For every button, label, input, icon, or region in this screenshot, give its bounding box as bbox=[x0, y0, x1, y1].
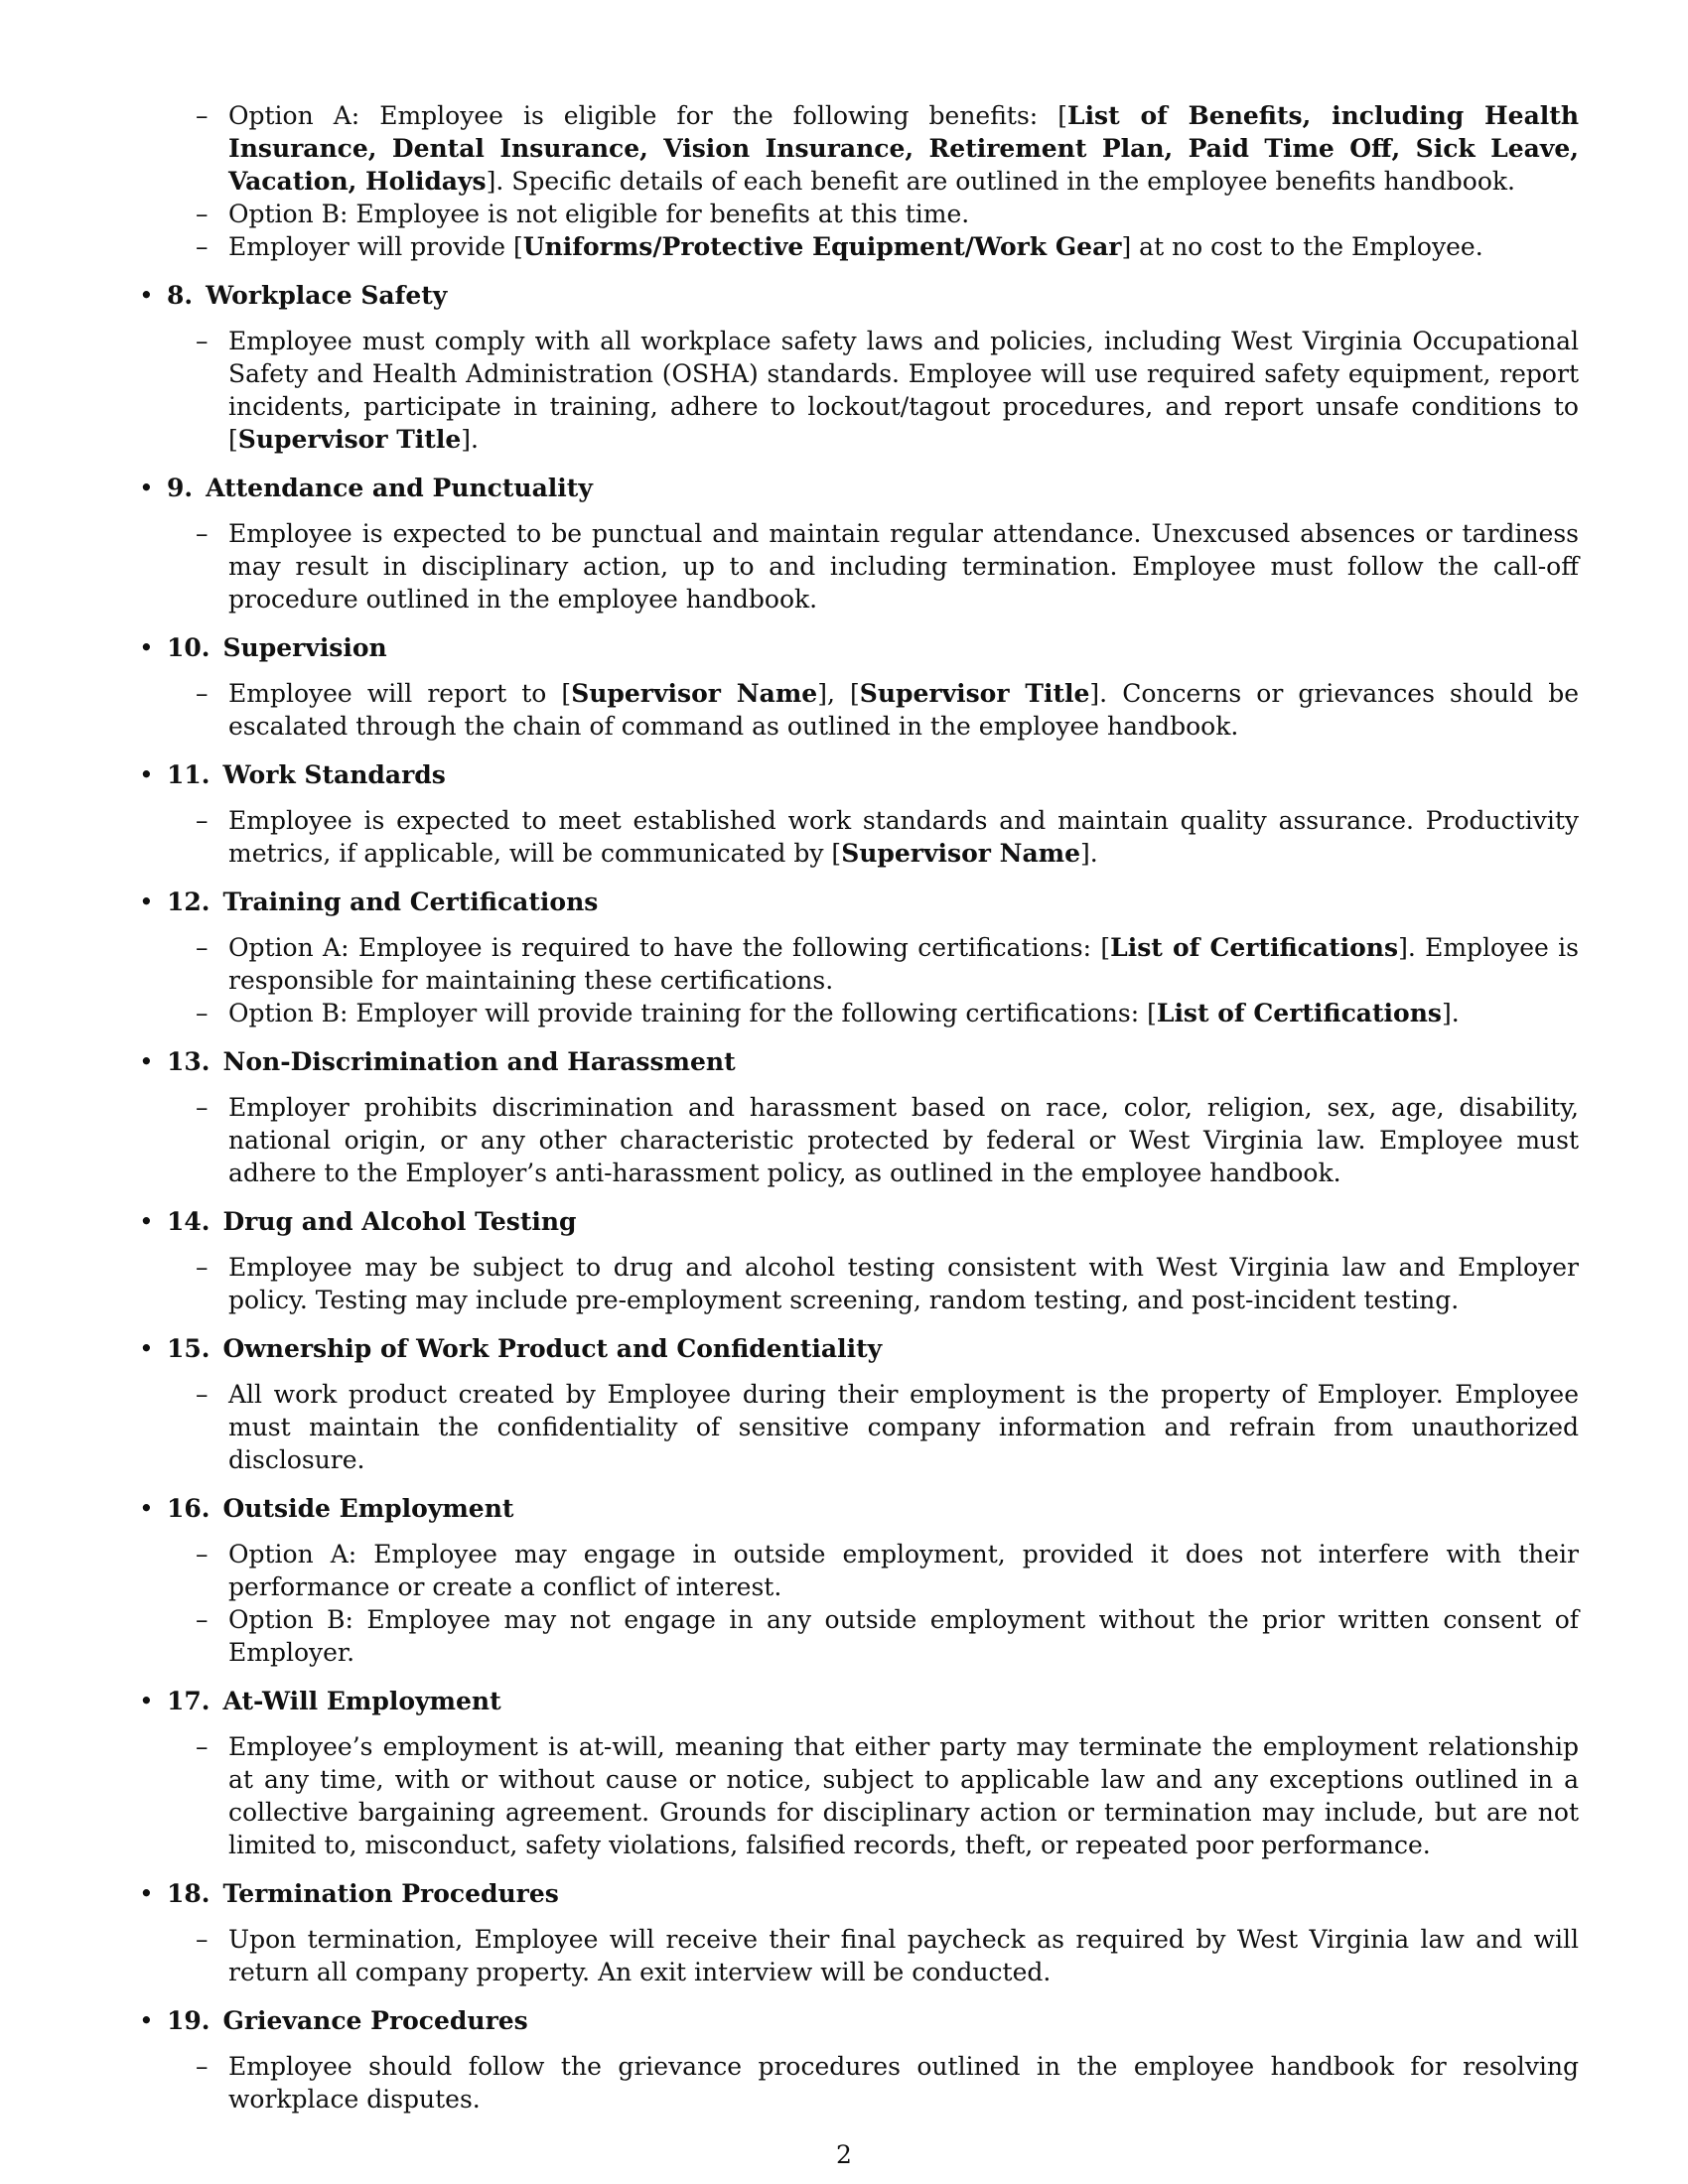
dash-marker: – bbox=[196, 1093, 209, 1122]
dash-marker: – bbox=[196, 2052, 209, 2081]
text-run: Option A: Employee may engage in outside employment, provided it does not interfere with their performance or create a conflict of interest. bbox=[228, 1540, 1579, 1601]
text-run: ], [ bbox=[817, 679, 860, 708]
section-title: Supervision bbox=[222, 633, 387, 662]
section-title: At-Will Employment bbox=[222, 1687, 501, 1715]
list-item bbox=[196, 804, 1579, 870]
section-heading bbox=[167, 1685, 1579, 1717]
section-title: Non-Discrimination and Harassment bbox=[222, 1047, 736, 1076]
sections-container bbox=[137, 279, 1579, 2116]
placeholder-field: Supervisor Title bbox=[859, 679, 1090, 708]
placeholder-field: List of Benefits, including Health Insurance, Dental Insurance, Vision Insurance, Retirement Plan, Paid Time Off, Sick Leave, Vacation, Holidays bbox=[228, 101, 1580, 196]
section-number: 19. bbox=[167, 2006, 211, 2035]
placeholder-field: List of Certifications bbox=[1156, 999, 1442, 1027]
text-run: Employee is expected to meet established work standards and maintain quality assurance. Productivity metrics, if applicable, will be communicated by [ bbox=[228, 806, 1579, 868]
section-heading bbox=[167, 1045, 1579, 1078]
text-run: Employee must comply with all workplace safety laws and policies, including West Virginia Occupational Safety and Health Administration (OSHA) standards. Employee will use required safety equipment, report incidents, participate in training, adhere to lockout/tagout procedures, and report unsafe conditions to [ bbox=[228, 327, 1579, 454]
text-run: ]. bbox=[1441, 999, 1460, 1027]
list-item bbox=[196, 2050, 1579, 2116]
dash-marker: – bbox=[196, 1253, 209, 1282]
placeholder-field: Uniforms/Protective Equipment/Work Gear bbox=[522, 232, 1122, 261]
text-run: Option B: Employer will provide training for the following certifications: [ bbox=[228, 999, 1157, 1027]
section-heading bbox=[167, 1332, 1579, 1365]
bullet-marker: • bbox=[139, 1207, 154, 1236]
text-run: Option B: Employee may not engage in any outside employment without the prior written consent of Employer. bbox=[228, 1605, 1579, 1667]
document-body bbox=[137, 99, 1579, 2116]
bullet-marker: • bbox=[139, 1879, 154, 1908]
section-title: Drug and Alcohol Testing bbox=[222, 1207, 577, 1236]
section bbox=[137, 1685, 1579, 1861]
dash-marker: – bbox=[196, 1380, 209, 1409]
section-items bbox=[137, 677, 1579, 743]
dash-marker: – bbox=[196, 232, 209, 261]
section bbox=[137, 472, 1579, 615]
section-heading bbox=[167, 279, 1579, 312]
list-item bbox=[196, 931, 1579, 997]
text-run: ]. Specific details of each benefit are outlined in the employee benefits handbook. bbox=[486, 167, 1515, 196]
bullet-marker: • bbox=[139, 1687, 154, 1715]
dash-marker: – bbox=[196, 1605, 209, 1634]
text-run: ] at no cost to the Employee. bbox=[1121, 232, 1483, 261]
section-items bbox=[137, 1251, 1579, 1316]
dash-marker: – bbox=[196, 101, 209, 130]
section bbox=[137, 2004, 1579, 2116]
placeholder-field: Supervisor Name bbox=[571, 679, 818, 708]
section bbox=[137, 886, 1579, 1029]
text-run: Employee’s employment is at-will, meaning that either party may terminate the employment relationship at any time, with or without cause or notice, subject to applicable law and any exceptions outlined in a collective bargaining agreement. Grounds for disciplinary action or termination may include, but are not limited to, misconduct, safety violations, falsified records, theft, or repeated poor performance. bbox=[228, 1732, 1579, 1859]
list-item bbox=[196, 198, 1579, 230]
dash-marker: – bbox=[196, 806, 209, 835]
section-number: 15. bbox=[167, 1334, 211, 1363]
bullet-marker: • bbox=[139, 2006, 154, 2035]
text-run: Upon termination, Employee will receive their final paycheck as required by West Virginia law and will return all company property. An exit interview will be conducted. bbox=[228, 1925, 1579, 1986]
text-run: Option B: Employee is not eligible for benefits at this time. bbox=[228, 200, 970, 228]
list-item bbox=[196, 1538, 1579, 1603]
section-items bbox=[137, 1091, 1579, 1189]
text-run: Employee is expected to be punctual and maintain regular attendance. Unexcused absences or tardiness may result in disciplinary action, up to and including termination. Employee must follow the call-off procedure outlined in the employee handbook. bbox=[228, 519, 1579, 614]
text-run: Option A: Employee is required to have the following certifications: [ bbox=[228, 933, 1111, 962]
bullet-marker: • bbox=[139, 474, 154, 502]
dash-marker: – bbox=[196, 999, 209, 1027]
list-item bbox=[196, 1251, 1579, 1316]
placeholder-field: Supervisor Title bbox=[237, 425, 462, 454]
section-items bbox=[137, 931, 1579, 1029]
list-item bbox=[196, 997, 1579, 1029]
bullet-marker: • bbox=[139, 760, 154, 789]
text-run: ]. bbox=[461, 425, 479, 454]
bullet-marker: • bbox=[139, 633, 154, 662]
section bbox=[137, 758, 1579, 870]
section-number: 13. bbox=[167, 1047, 211, 1076]
section-heading bbox=[167, 758, 1579, 791]
text-run: Employee should follow the grievance procedures outlined in the employee handbook for resolving workplace disputes. bbox=[228, 2052, 1579, 2114]
bullet-marker: • bbox=[139, 281, 154, 310]
dash-marker: – bbox=[196, 679, 209, 708]
list-item bbox=[196, 677, 1579, 743]
section-heading bbox=[167, 1877, 1579, 1910]
list-item bbox=[196, 1378, 1579, 1476]
section-title: Training and Certifications bbox=[222, 887, 599, 916]
section-items bbox=[137, 517, 1579, 615]
section bbox=[137, 1332, 1579, 1476]
section bbox=[137, 631, 1579, 743]
list-item bbox=[196, 1091, 1579, 1189]
dash-marker: – bbox=[196, 1925, 209, 1954]
section bbox=[137, 1045, 1579, 1189]
text-run: ]. bbox=[1080, 839, 1098, 868]
section-title: Grievance Procedures bbox=[222, 2006, 528, 2035]
placeholder-field: Supervisor Name bbox=[841, 839, 1081, 868]
section-number: 17. bbox=[167, 1687, 211, 1715]
list-item bbox=[196, 1603, 1579, 1669]
section-items bbox=[137, 2050, 1579, 2116]
section-title: Termination Procedures bbox=[222, 1879, 559, 1908]
section-number: 8. bbox=[167, 281, 194, 310]
section-number: 12. bbox=[167, 887, 211, 916]
dash-marker: – bbox=[196, 519, 209, 548]
section-number: 9. bbox=[167, 474, 194, 502]
section-items bbox=[137, 325, 1579, 456]
list-item bbox=[196, 99, 1580, 198]
section-title: Ownership of Work Product and Confidentiality bbox=[222, 1334, 883, 1363]
list-item bbox=[196, 1923, 1579, 1988]
list-item bbox=[196, 230, 1579, 263]
section-number: 10. bbox=[167, 633, 211, 662]
text-run: Option A: Employee is eligible for the following benefits: [ bbox=[228, 101, 1067, 130]
section-heading bbox=[167, 886, 1579, 918]
section bbox=[137, 1205, 1579, 1316]
dash-marker: – bbox=[196, 1732, 209, 1761]
bullet-marker: • bbox=[139, 887, 154, 916]
bullet-marker: • bbox=[139, 1334, 154, 1363]
dash-marker: – bbox=[196, 200, 209, 228]
section-number: 16. bbox=[167, 1494, 211, 1523]
section bbox=[137, 1492, 1579, 1669]
section bbox=[137, 1877, 1579, 1988]
section-title: Work Standards bbox=[222, 760, 446, 789]
section-heading bbox=[167, 2004, 1579, 2037]
benefits-continuation-list bbox=[137, 99, 1579, 263]
list-item bbox=[196, 325, 1579, 456]
bullet-marker: • bbox=[139, 1494, 154, 1523]
dash-marker: – bbox=[196, 933, 209, 962]
dash-marker: – bbox=[196, 1540, 209, 1569]
section-title: Outside Employment bbox=[222, 1494, 514, 1523]
text-run: ]. Concerns or grievances should be escalated through the chain of command as outlined in the employee handbook. bbox=[228, 679, 1579, 741]
section-number: 11. bbox=[167, 760, 211, 789]
section-heading bbox=[167, 631, 1579, 664]
section-heading bbox=[167, 472, 1579, 504]
section-title: Attendance and Punctuality bbox=[206, 474, 593, 502]
placeholder-field: List of Certifications bbox=[1110, 933, 1399, 962]
text-run: All work product created by Employee during their employment is the property of Employer. Employee must maintain the confidentiality of sensitive company information and refrain from unauthorized disclosure. bbox=[228, 1380, 1579, 1474]
text-run: Employee will report to [ bbox=[228, 679, 572, 708]
page-number: 2 bbox=[836, 2140, 852, 2169]
text-run: ]. Employee is responsible for maintaining these certifications. bbox=[228, 933, 1579, 995]
section-number: 14. bbox=[167, 1207, 211, 1236]
section-items bbox=[137, 804, 1579, 870]
section-items bbox=[137, 1923, 1579, 1988]
section-items bbox=[137, 1378, 1579, 1476]
section-items bbox=[137, 1730, 1579, 1861]
text-run: Employer prohibits discrimination and harassment based on race, color, religion, sex, age, disability, national origin, or any other characteristic protected by federal or West Virginia law. Employee must adhere to the Employer’s anti-harassment policy, as outlined in the employee handbook. bbox=[228, 1093, 1579, 1187]
section bbox=[137, 279, 1579, 456]
list-item bbox=[196, 517, 1579, 615]
text-run: Employee may be subject to drug and alcohol testing consistent with West Virginia law and Employer policy. Testing may include pre-employment screening, random testing, and post-incident testing. bbox=[228, 1253, 1579, 1314]
section-title: Workplace Safety bbox=[206, 281, 448, 310]
section-heading bbox=[167, 1492, 1579, 1525]
bullet-marker: • bbox=[139, 1047, 154, 1076]
section-number: 18. bbox=[167, 1879, 211, 1908]
list-item bbox=[196, 1730, 1579, 1861]
text-run: Employer will provide [ bbox=[228, 232, 523, 261]
dash-marker: – bbox=[196, 327, 209, 355]
section-heading bbox=[167, 1205, 1579, 1238]
section-items bbox=[137, 1538, 1579, 1669]
